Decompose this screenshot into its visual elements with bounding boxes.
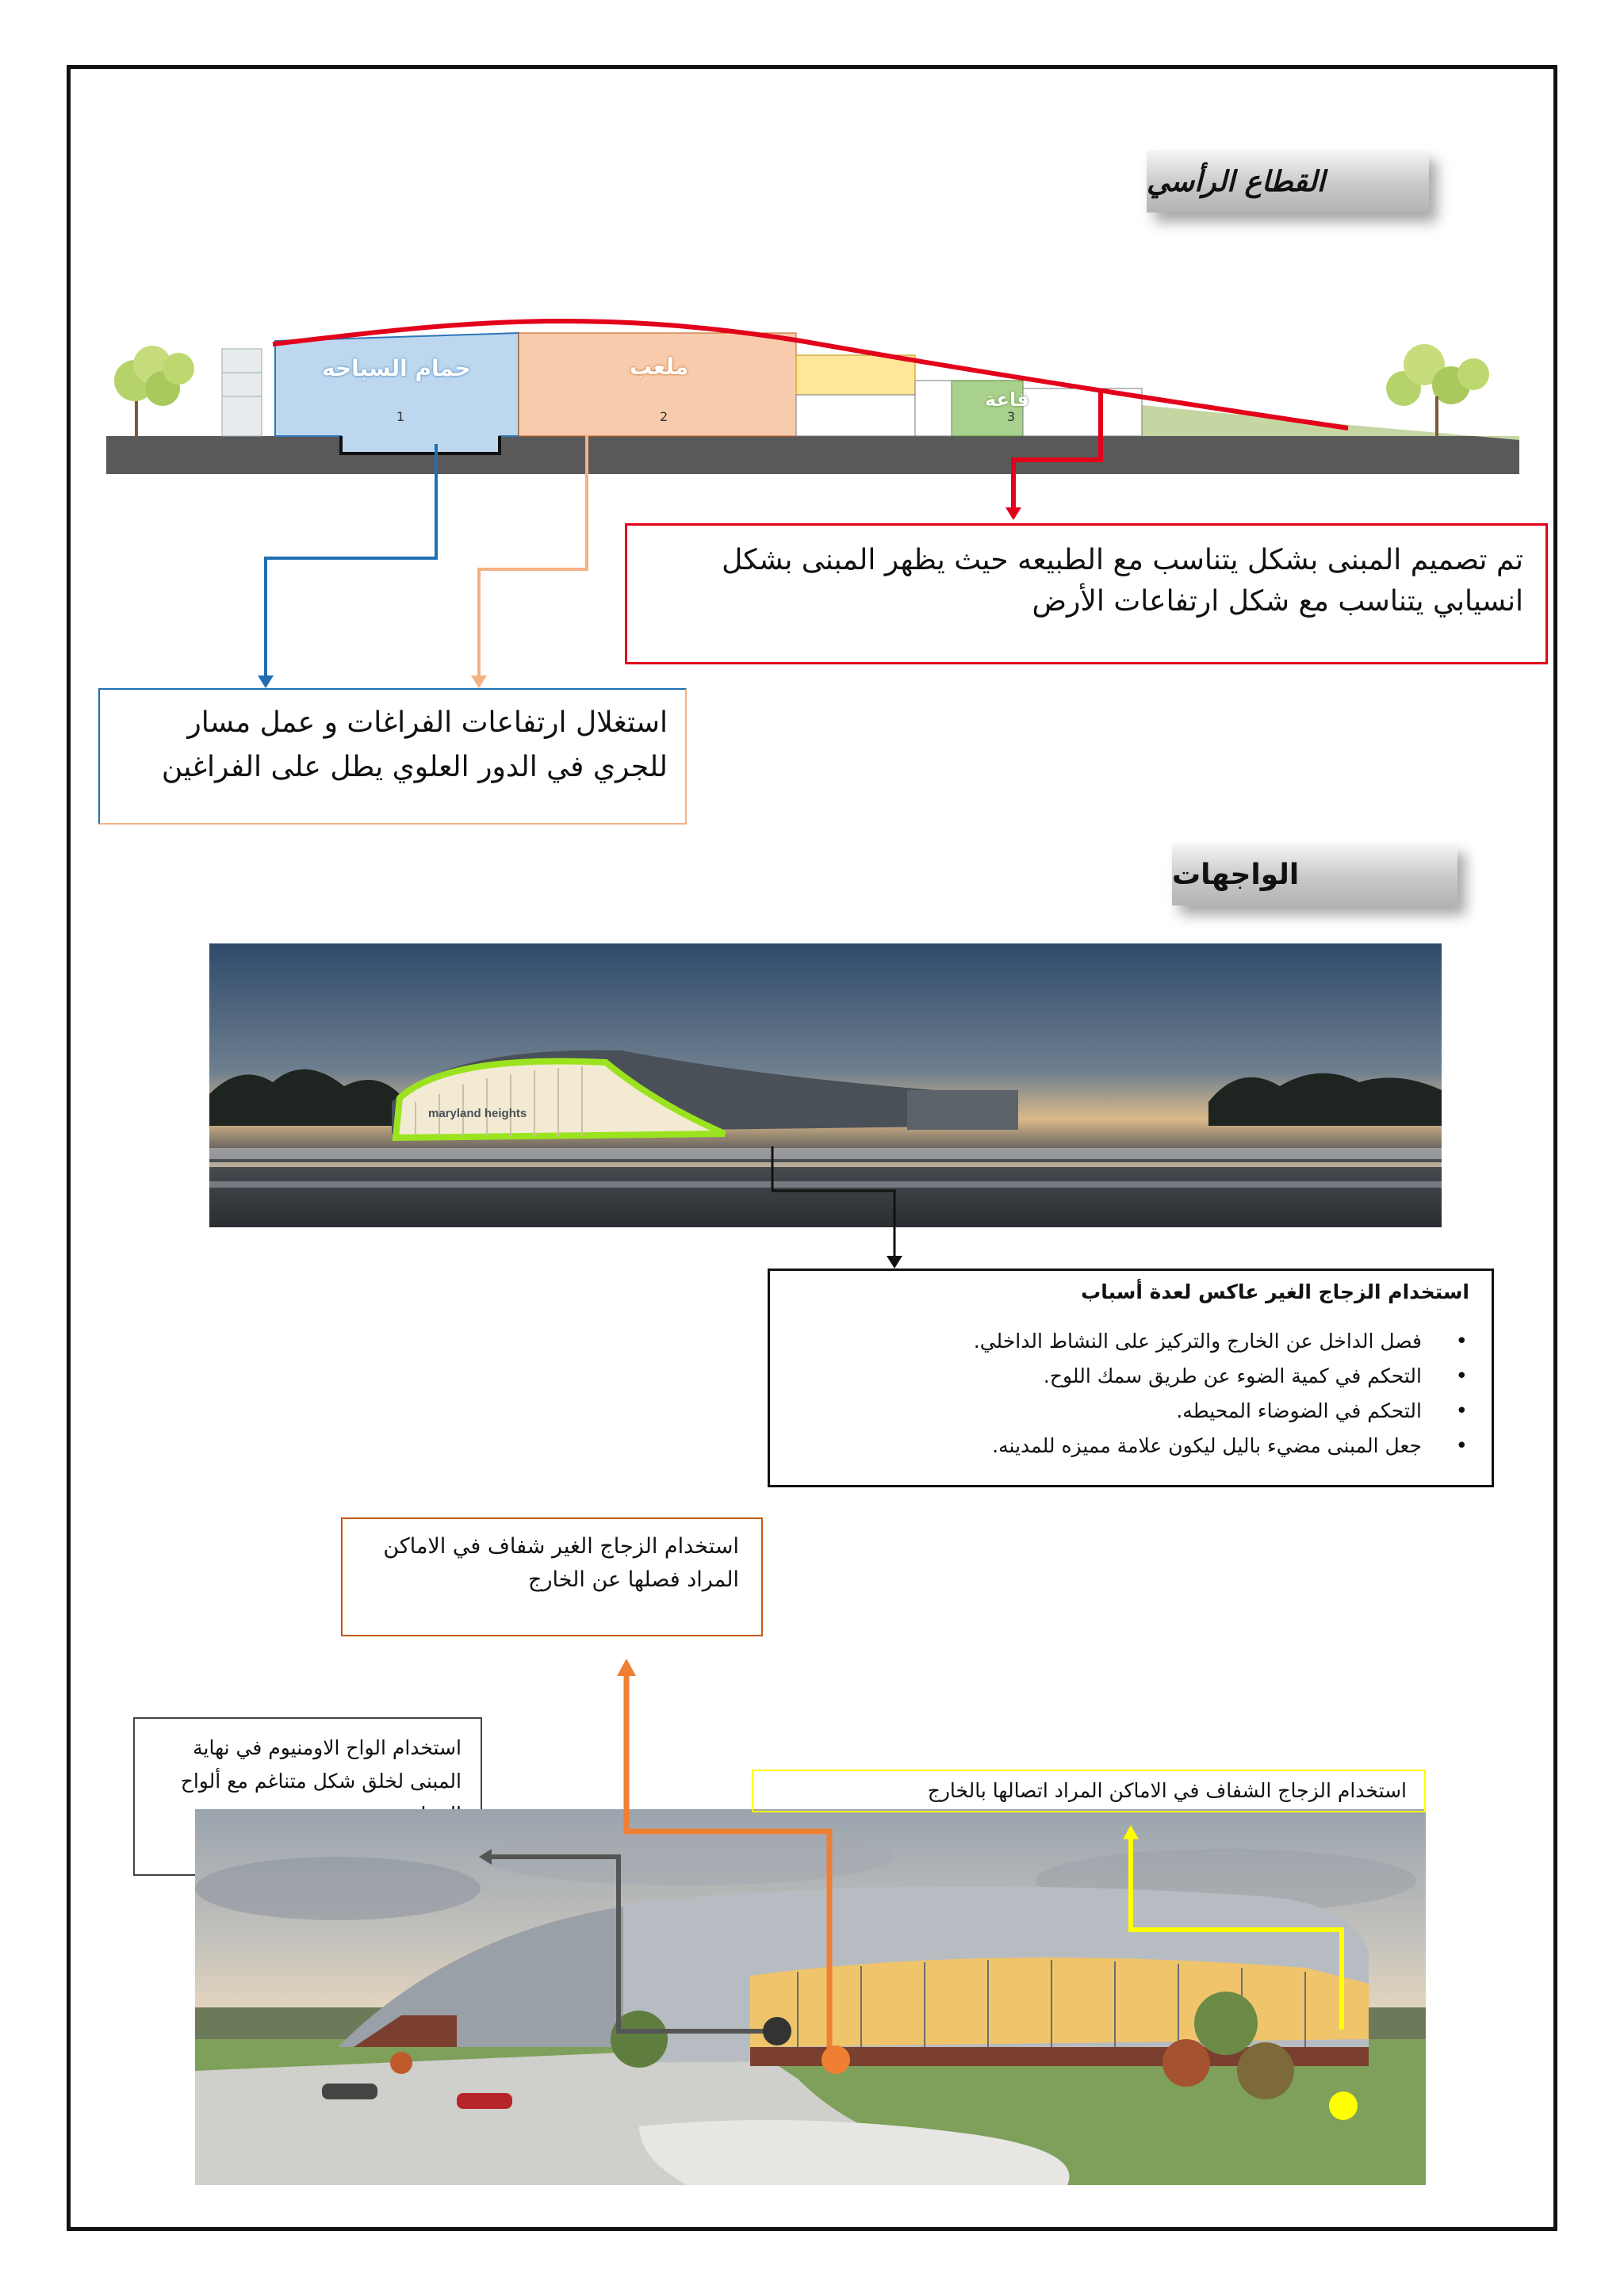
gray-connector [492,1857,777,2031]
space-label-pool: حمام السباحه [322,355,471,381]
height-note-text: استغلال ارتفاعات الفراغات و عمل مسار للجري في الدور العلوي يطل على الفراغين [161,706,668,783]
section-title: القطاع الرأسي [1147,165,1325,198]
transparent-glass-note-text: استخدام الزجاج الشفاف في الاماكن المراد اتصالها بالخارج [927,1779,1407,1802]
reason-item: • فصل الداخل عن الخارج والتركيز على النشاط الداخلي. [794,1324,1422,1359]
space-label-hall: قاعة [985,388,1029,411]
space-number-2: 2 [660,409,668,424]
reasons-title: استخدام الزجاج الغير عاكس لعدة أسباب [1081,1280,1469,1303]
reason-item: • جعل المبنى مضيء باليل ليكون علامة مميزه للمدينه. [794,1429,1422,1464]
space-number-3: 3 [1007,409,1016,424]
orange-connector [626,1673,829,2057]
nature-note-text: تم تصميم المبنى بشكل يتناسب مع الطبيعه حيث يظهر المبنى بشكل انسيابي يتناسب مع شكل ارتفاعات الأرض [722,544,1523,618]
reason-item: • التحكم في الضوضاء المحيطه. [794,1394,1422,1429]
reason-item: • التحكم في كمية الضوء عن طريق سمك اللوح. [794,1359,1422,1394]
space-number-1: 1 [396,409,405,424]
building-sign: maryland heights [428,1107,527,1120]
facades-title: الواجهات [1172,858,1300,891]
space-label-court: ملعب [630,354,689,380]
yellow-marker [1329,2091,1358,2120]
opaque-glass-note-text: استخدام الزجاج الغير شفاف في الاماكن المراد فصلها عن الخارج [383,1534,739,1592]
aluminum-note-text: استخدام الواح الاومنيوم في نهاية المبنى لخلق شكل متناغم مع ألواح [180,1736,462,1793]
gray-marker [763,2017,791,2045]
orange-marker [822,2045,850,2074]
yellow-connector [1131,1838,1342,2030]
